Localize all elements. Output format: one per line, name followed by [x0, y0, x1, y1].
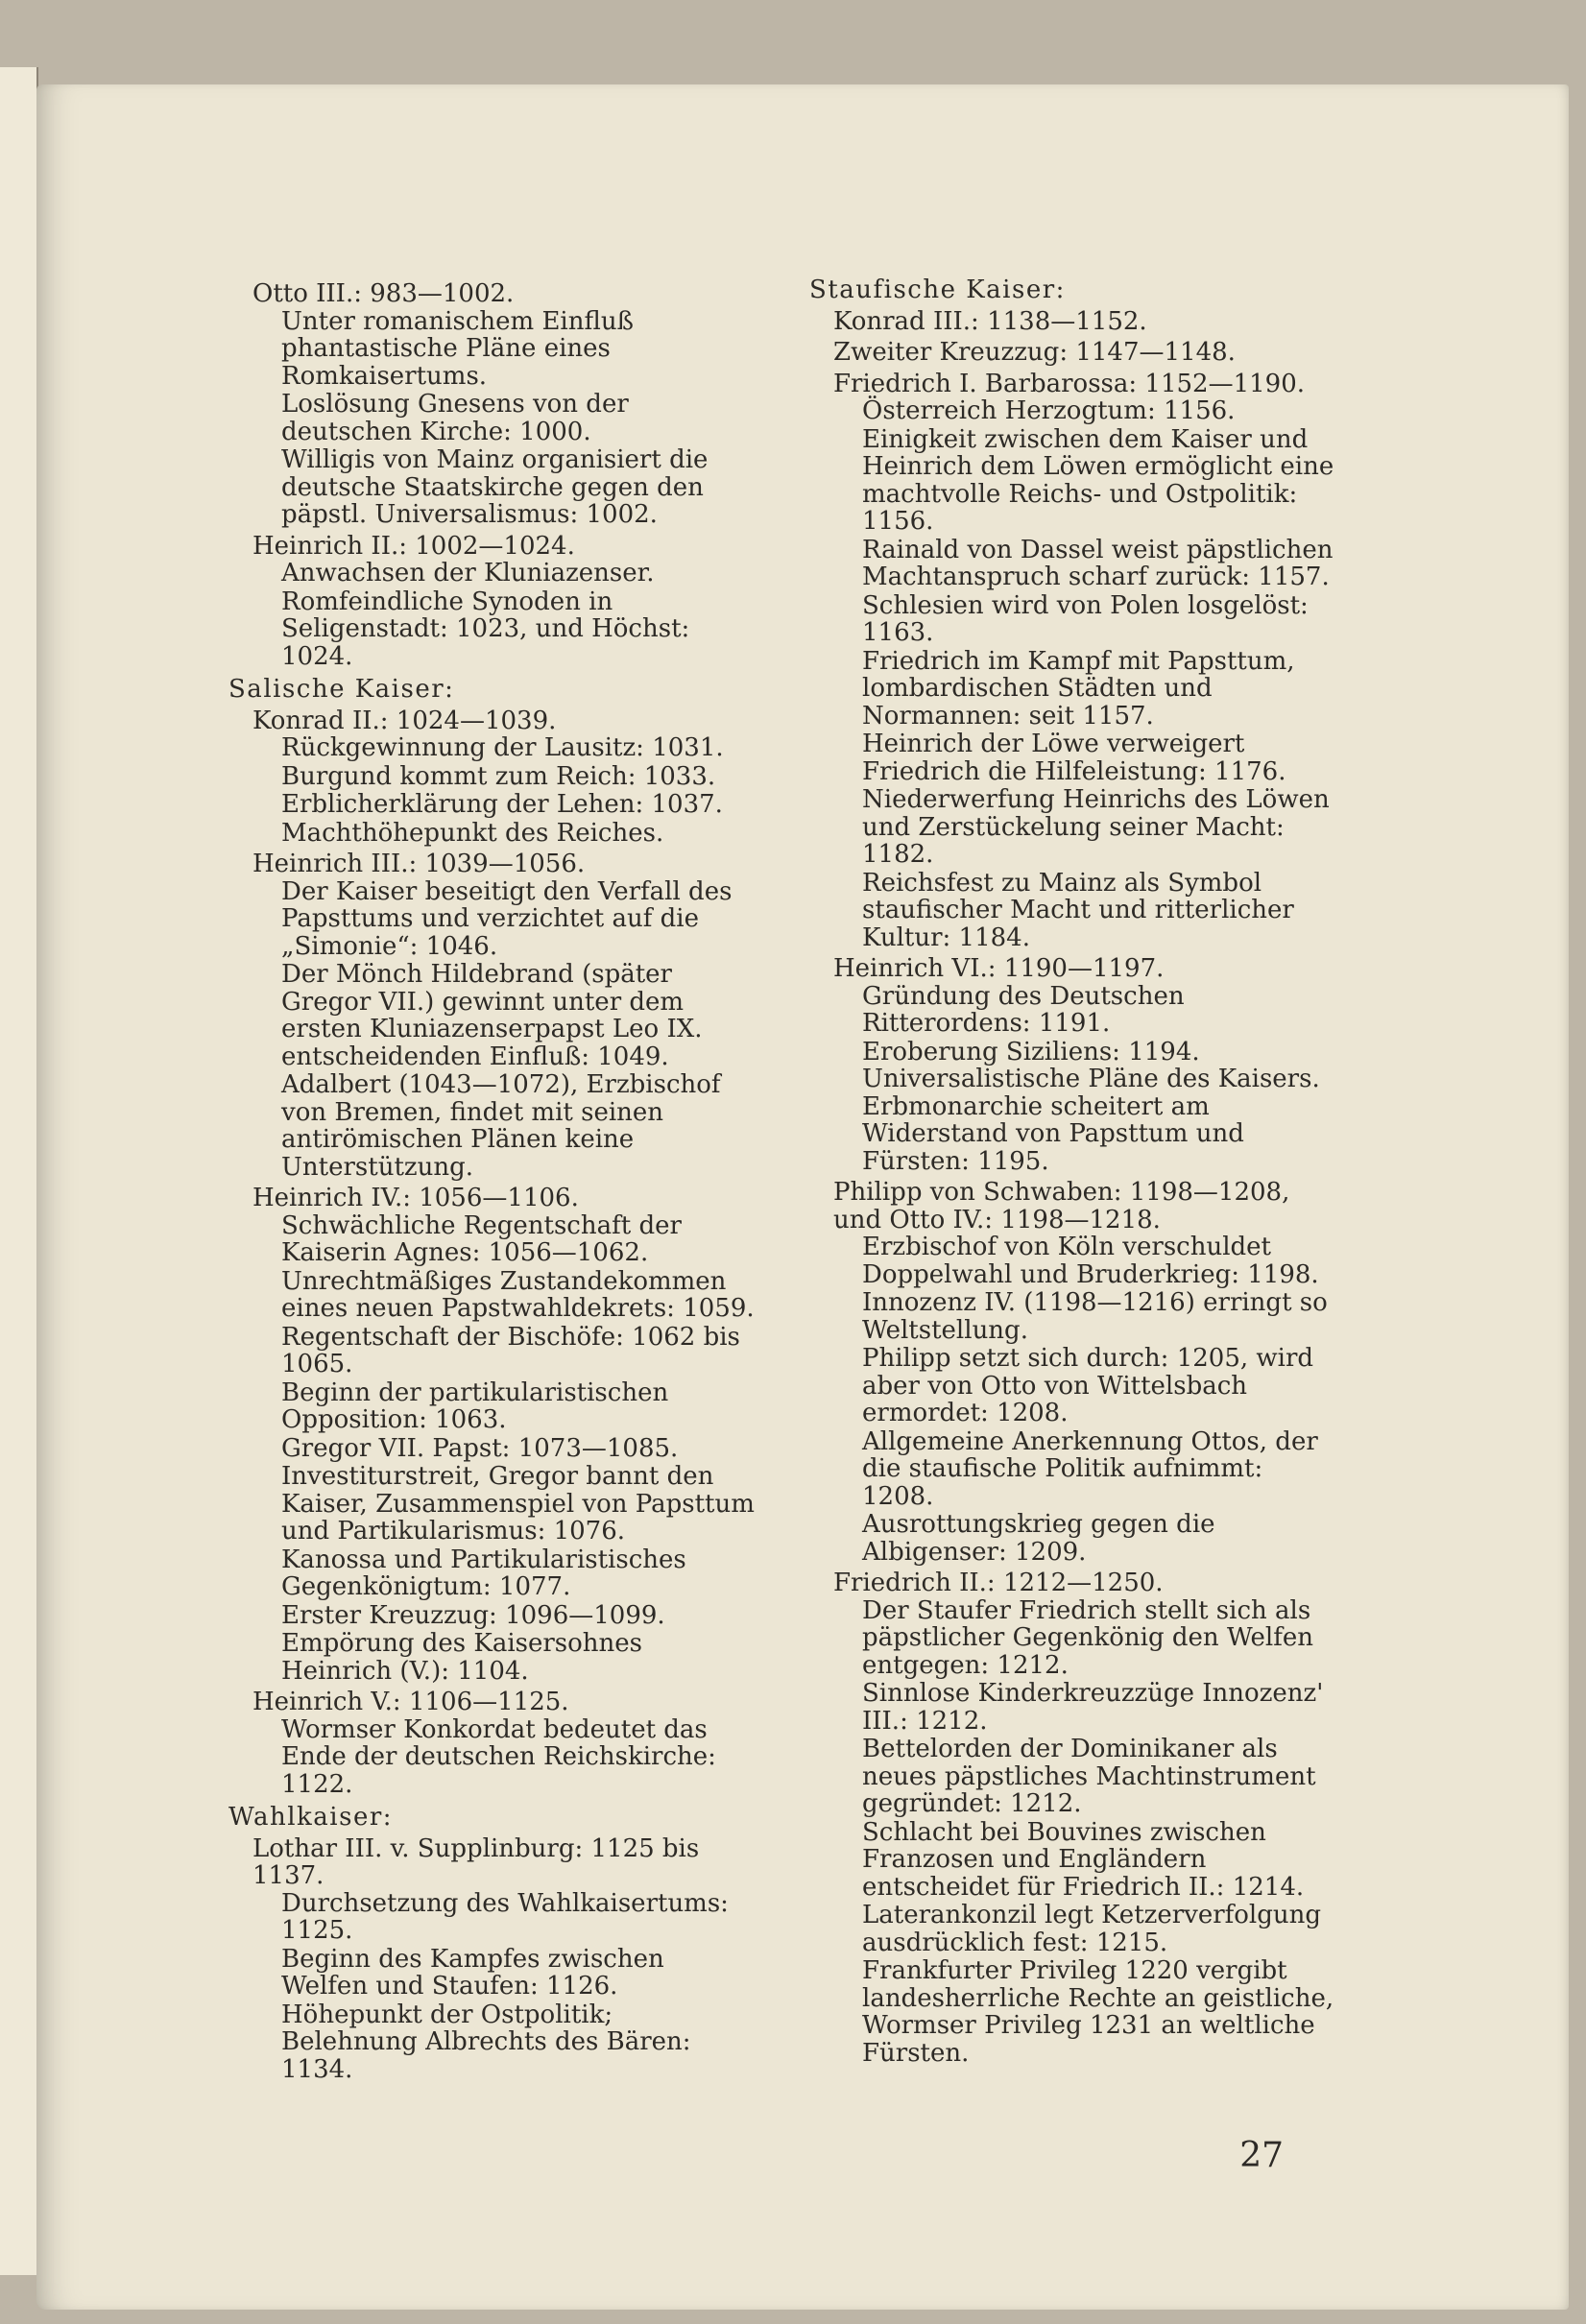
ruler-entry: Heinrich V.: 1106—1125. [252, 1688, 569, 1716]
event-entry: Heinrich der Löwe verweigert Friedrich die Hilfeleistung: 1176. [862, 730, 1286, 786]
event-entry: Burgund kommt zum Reich: 1033. [281, 761, 716, 791]
event-entry: Willigis von Mainz organisiert die deutsche Staatskirche gegen den päpstl. Universalismus: 1002. [281, 445, 709, 529]
event-entry: Gründung des Deutschen Ritterordens: 1191. [862, 981, 1185, 1038]
event-entry: Ausrottungskrieg gegen die Albigenser: 1209. [862, 1510, 1215, 1567]
event-entry: Rainald von Dassel weist päpstlichen Machtanspruch scharf zurück: 1157. [862, 535, 1334, 591]
event-entry: Unrechtmäßiges Zustandekommen eines neuen Papstwahldekrets: 1059. [281, 1266, 755, 1323]
event-entry: Erzbischof von Köln verschuldet Doppelwahl und Bruderkrieg: 1198. [862, 1233, 1319, 1289]
event-entry: Anwachsen der Kluniazenser. [281, 559, 655, 587]
event-entry: Machthöhepunkt des Reiches. [281, 818, 664, 848]
event-entry: Adalbert (1043—1072), Erzbischof von Bremen, findet mit seinen antirömischen Plänen keine Unterstützung. [281, 1070, 721, 1182]
event-entry: Niederwerfung Heinrichs des Löwen und Zerstückelung seiner Macht: 1182. [862, 785, 1330, 869]
event-entry: Innozenz IV. (1198—1216) erringt so Weltstellung. [862, 1288, 1328, 1345]
event-entry: Rückgewinnung der Lausitz: 1031. [281, 733, 724, 762]
event-entry: Österreich Herzogtum: 1156. [862, 396, 1236, 425]
event-entry: Beginn des Kampfes zwischen Welfen und Staufen: 1126. [281, 1944, 664, 2001]
event-entry: Friedrich im Kampf mit Papsttum, lombardischen Städten und Normannen: seit 1157. [862, 646, 1295, 731]
event-entry: Eroberung Siziliens: 1194. Universalistische Pläne des Kaisers. Erbmonarchie scheitert am Widerstand von Papsttum und Fürsten: 1195. [862, 1037, 1320, 1176]
ruler-entry: Lothar III. v. Supplinburg: 1125 bis 1137. [252, 1833, 700, 1890]
left-text-column [228, 276, 757, 2089]
event-entry: Allgemeine Anerkennung Ottos, der die staufische Politik aufnimmt: 1208. [862, 1426, 1318, 1511]
ruler-entry: Otto III.: 983—1002. [252, 279, 515, 308]
event-entry: Frankfurter Privileg 1220 vergibt landesherrliche Rechte an geistliche, Wormser Privileg 1231 an weltliche Fürsten. [862, 1956, 1334, 2068]
page-number: 27 [1239, 2136, 1284, 2175]
event-entry: Empörung des Kaisersohnes Heinrich (V.): 1104. [281, 1629, 643, 1686]
ruler-entry: Heinrich III.: 1039—1056. [252, 850, 586, 878]
timeline-section [228, 280, 757, 670]
ruler-entry: Philipp von Schwaben: 1198—1208, und Otto IV.: 1198—1218. [833, 1178, 1290, 1234]
event-entry: Wormser Konkordat bedeutet das Ende der deutschen Reichskirche: 1122. [281, 1714, 716, 1799]
event-entry: Kanossa und Partikularistisches Gegenkönigtum: 1077. [281, 1545, 686, 1601]
event-entry: Erblicherklärung der Lehen: 1037. [281, 790, 723, 819]
section-heading: Salische Kaiser: [228, 675, 455, 704]
event-entry: Einigkeit zwischen dem Kaiser und Heinrich dem Löwen ermöglicht eine machtvolle Reichs- und Ostpolitik: 1156. [862, 424, 1334, 536]
event-entry: Gregor VII. Papst: 1073—1085. [281, 1433, 679, 1463]
event-entry: Schlesien wird von Polen losgelöst: 1163. [862, 590, 1309, 647]
book-page [36, 84, 1569, 2310]
event-entry: Romfeindliche Synoden in Seligenstadt: 1023, und Höchst: 1024. [281, 587, 690, 671]
ruler-entry: Friedrich I. Barbarossa: 1152—1190. [833, 369, 1306, 398]
timeline-section [228, 676, 757, 1798]
section-heading: Wahlkaiser: [228, 1803, 394, 1832]
ruler-entry: Friedrich II.: 1212—1250. [833, 1569, 1164, 1597]
event-entry: Schwächliche Regentschaft der Kaiserin Agnes: 1056—1062. [281, 1210, 682, 1267]
event-entry: Der Kaiser beseitigt den Verfall des Papsttums und verzichtet auf die „Simonie“: 1046. [281, 876, 733, 961]
event-entry: Höhepunkt der Ostpolitik; Belehnung Albrechts des Bären: 1134. [281, 2000, 691, 2084]
right-text-column [809, 276, 1337, 2072]
ruler-entry: Konrad III.: 1138—1152. [833, 306, 1147, 336]
event-entry: Investiturstreit, Gregor bannt den Kaiser, Zusammenspiel von Papsttum und Partikularismus: 1076. [281, 1462, 755, 1545]
event-entry: Unter romanischem Einfluß phantastische Pläne eines Romkaisertums. [281, 306, 634, 391]
event-entry: Sinnlose Kinderkreuzzüge Innozenz' III.: 1212. [862, 1679, 1324, 1736]
event-entry: Durchsetzung des Wahlkaisertums: 1125. [281, 1888, 729, 1945]
event-entry: Loslösung Gnesens von der deutschen Kirche: 1000. [281, 390, 629, 446]
ruler-entry: Konrad II.: 1024—1039. [252, 706, 557, 735]
timeline-section [228, 1804, 757, 2083]
event-entry: Beginn der partikularistischen Opposition: 1063. [281, 1378, 669, 1434]
ruler-entry: Heinrich VI.: 1190—1197. [833, 954, 1165, 983]
event-entry: Reichsfest zu Mainz als Symbol staufischer Macht und ritterlicher Kultur: 1184. [862, 868, 1294, 952]
book-spine-edge [0, 67, 38, 2275]
event-entry: Regentschaft der Bischöfe: 1062 bis 1065. [281, 1322, 740, 1378]
event-entry: Laterankonzil legt Ketzerverfolgung ausdrücklich fest: 1215. [862, 1901, 1322, 1957]
timeline-section [809, 276, 1337, 2067]
ruler-entry: Heinrich IV.: 1056—1106. [252, 1184, 579, 1212]
event-entry: Der Mönch Hildebrand (später Gregor VII.) gewinnt unter dem ersten Kluniazenserpapst Leo IX. entscheidenden Einfluß: 1049. [281, 960, 703, 1071]
event-entry: Philipp setzt sich durch: 1205, wird aber von Otto von Wittelsbach ermordet: 1208. [862, 1344, 1314, 1427]
event-entry: Der Staufer Friedrich stellt sich als päpstlicher Gegenkönig den Welfen entgegen: 1212. [862, 1595, 1314, 1680]
ruler-entry: Zweiter Kreuzzug: 1147—1148. [833, 338, 1236, 367]
ruler-entry: Heinrich II.: 1002—1024. [252, 531, 575, 561]
event-entry: Bettelorden der Dominikaner als neues päpstliches Machtinstrument gegründet: 1212. [862, 1735, 1316, 1818]
section-heading: Staufische Kaiser: [809, 276, 1066, 304]
event-entry: Erster Kreuzzug: 1096—1099. [281, 1600, 665, 1630]
event-entry: Schlacht bei Bouvines zwischen Franzosen und Engländern entscheidet für Friedrich II.: 1214. [862, 1817, 1305, 1902]
